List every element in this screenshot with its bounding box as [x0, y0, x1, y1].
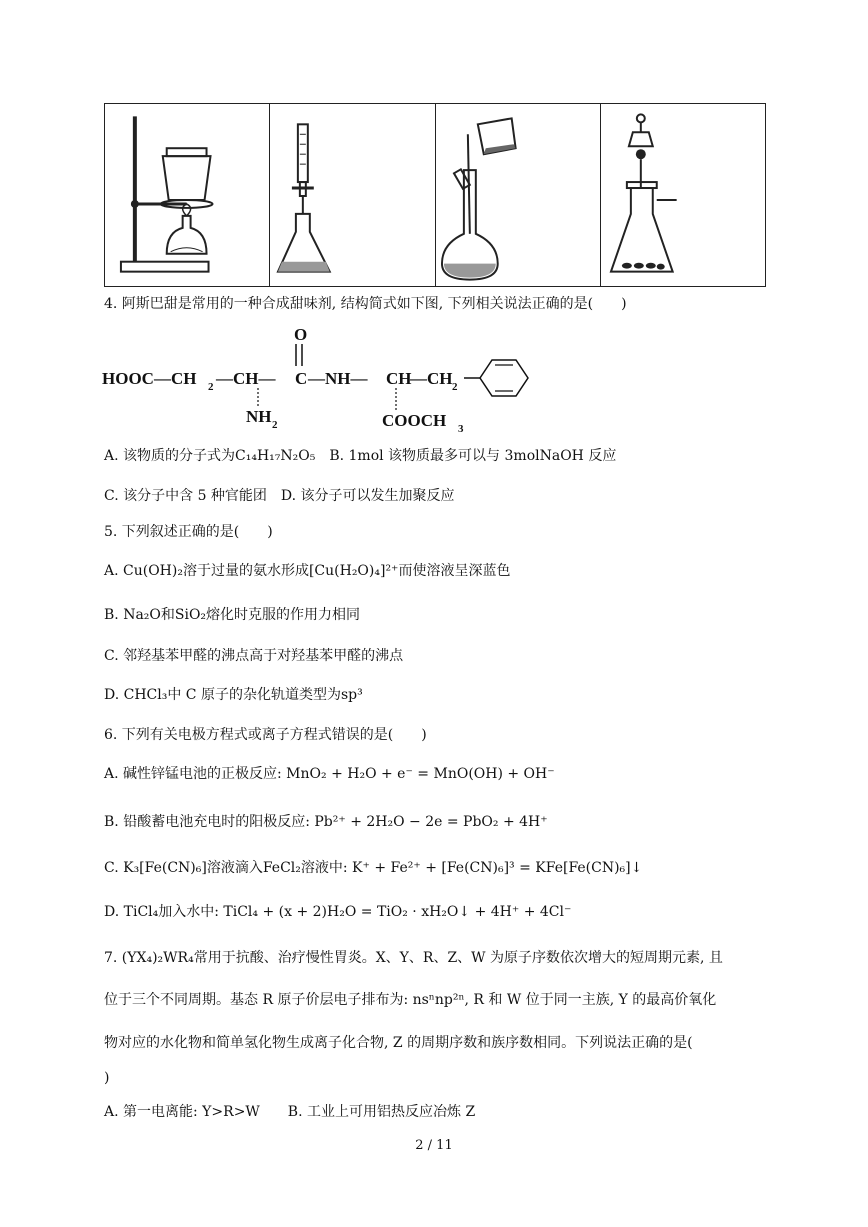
aspartame-structure-diagram-icon: [100, 322, 540, 434]
apparatus-burette-flask: [270, 104, 435, 286]
page-number: 2 / 11: [415, 1138, 453, 1153]
svg-text:3: 3: [458, 423, 464, 434]
struct-ch-2: CH: [386, 369, 412, 388]
volumetric-flask-pouring-icon: [436, 104, 600, 286]
q7-line-3: 物对应的水化物和简单氢化物生成离子化合物, Z 的周期序数和族序数相同。下列说法正确的是(: [104, 1035, 693, 1051]
q7-line-1: 7. (YX₄)₂WR₄常用于抗酸、治疗慢性胃炎。X、Y、R、Z、W 为原子序数依次增大的短周期元素, 且: [104, 950, 723, 966]
q6-option-d: D. TiCl₄加入水中: TiCl₄ + (x + 2)H₂O = TiO₂ · xH₂O↓ + 4H⁺ + 4Cl⁻: [104, 904, 572, 920]
q7-line-2: 位于三个不同周期。基态 R 原子价层电子排布为: nsⁿnp²ⁿ, R 和 W 位于同一主族, Y 的最高价氧化: [104, 992, 717, 1008]
q6-option-c: C. K₃[Fe(CN)₆]溶液滴入FeCl₂溶液中: K⁺ + Fe²⁺ + [Fe(CN)₆]³ = KFe[Fe(CN)₆]↓: [104, 860, 643, 876]
aspartame-structure: [100, 322, 540, 434]
q5-option-d: D. CHCl₃中 C 原子的杂化轨道类型为sp³: [104, 687, 363, 703]
svg-text:2: 2: [208, 381, 214, 393]
q4-stem: 4. 阿斯巴甜是常用的一种合成甜味剂, 结构简式如下图, 下列相关说法正确的是( ): [104, 296, 627, 312]
svg-text:2: 2: [452, 381, 458, 393]
burette-titration-icon: [270, 104, 434, 286]
crucible-on-stand-icon: [105, 104, 269, 286]
struct-hooc-ch2: HOOC—CH: [102, 369, 197, 388]
q6-option-b: B. 铅酸蓄电池充电时的阳极反应: Pb²⁺ + 2H₂O − 2e = PbO₂ + 4H⁺: [104, 814, 548, 830]
q5-option-a: A. Cu(OH)₂溶于过量的氨水形成[Cu(H₂O)₄]²⁺而使溶液呈深蓝色: [104, 563, 511, 579]
q7-line-4: ): [104, 1070, 110, 1086]
q6-stem: 6. 下列有关电极方程式或离子方程式错误的是( ): [104, 727, 427, 743]
struct-ch2-end: —CH: [410, 369, 453, 388]
q7-options-ab: A. 第一电离能: Y>R>W B. 工业上可用铝热反应冶炼 Z: [104, 1104, 476, 1120]
q5-option-b: B. Na₂O和SiO₂熔化时克服的作用力相同: [104, 607, 361, 623]
q4-options-cd: C. 该分子中含 5 种官能团 D. 该分子可以发生加聚反应: [104, 488, 455, 504]
apparatus-crucible-burner: [105, 104, 270, 286]
apparatus-separatory-funnel: [601, 104, 765, 286]
funnel-and-flask-icon: [601, 104, 765, 286]
q4-options-ab: A. 该物质的分子式为C₁₄H₁₇N₂O₅ B. 1mol 该物质最多可以与 3molNaOH 反应: [104, 448, 617, 464]
struct-cooch3: COOCH: [382, 411, 447, 430]
struct-nh2: NH: [246, 407, 272, 426]
struct-carbonyl-o: O: [294, 325, 308, 344]
apparatus-volumetric-flask: [436, 104, 601, 286]
apparatus-figure-row: [104, 103, 766, 287]
q6-option-a: A. 碱性锌锰电池的正极反应: MnO₂ + H₂O + e⁻ = MnO(OH) + OH⁻: [104, 766, 555, 782]
q5-option-c: C. 邻羟基苯甲醛的沸点高于对羟基苯甲醛的沸点: [104, 648, 404, 664]
struct-ch: —CH—: [216, 369, 276, 388]
svg-text:2: 2: [272, 419, 278, 431]
struct-nh: —NH—: [308, 369, 368, 388]
q5-stem: 5. 下列叙述正确的是( ): [104, 524, 273, 540]
struct-carbonyl-c: C: [295, 369, 308, 388]
